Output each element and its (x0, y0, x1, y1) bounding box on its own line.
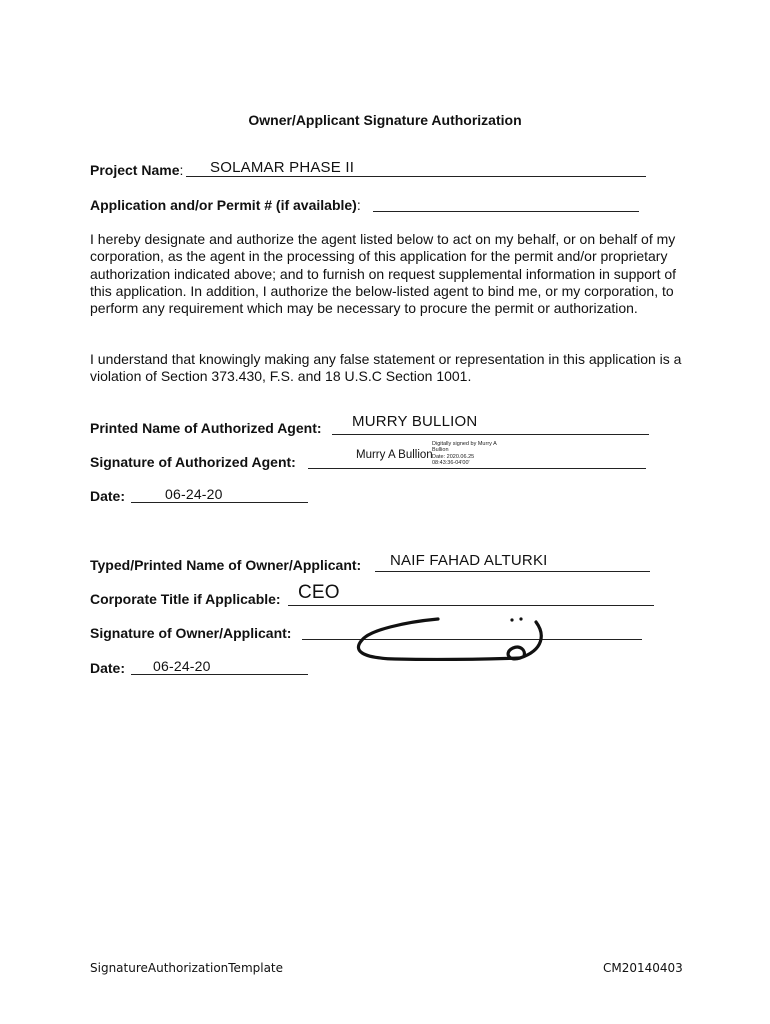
footer-form-code: CM20140403 (603, 961, 683, 975)
owner-printed-name-value[interactable]: NAIF FAHAD ALTURKI (390, 552, 548, 569)
document-title: Owner/Applicant Signature Authorization (248, 112, 522, 128)
digital-signature-details (432, 441, 512, 467)
owner-handwritten-signature[interactable] (350, 608, 550, 670)
owner-printed-name-label: Typed/Printed Name of Owner/Applicant: (90, 557, 362, 573)
owner-date-value[interactable]: 06-24-20 (153, 658, 211, 674)
application-permit-underline (373, 211, 639, 212)
corporate-title-label: Corporate Title if Applicable: (90, 591, 281, 607)
owner-signature-label: Signature of Owner/Applicant: (90, 625, 292, 641)
digital-signature-line-3: Date: 2020.06.25 (432, 453, 475, 460)
digital-signature-name: Murry A Bullion (356, 449, 433, 461)
agent-signature-label: Signature of Authorized Agent: (90, 454, 296, 470)
agent-printed-name-label: Printed Name of Authorized Agent: (90, 420, 322, 436)
application-permit-label (90, 197, 361, 213)
agent-printed-name-value[interactable]: MURRY BULLION (352, 413, 478, 430)
project-name-value[interactable]: SOLAMAR PHASE II (210, 159, 355, 176)
agent-printed-name-underline (332, 434, 649, 435)
project-name-label (90, 162, 183, 178)
agent-signature-underline (308, 468, 646, 469)
application-permit-label-text: Application and/or Permit # (if available) (90, 197, 357, 213)
digital-signature-line-4: 08:43:36-04'00' (432, 460, 470, 467)
project-name-colon: : (179, 162, 184, 178)
owner-printed-name-underline (375, 571, 650, 572)
owner-date-underline (131, 674, 308, 675)
corporate-title-underline (288, 605, 654, 606)
digital-signature-line-1: Digitally signed by Murry A (432, 441, 497, 447)
authorization-paragraph: I hereby designate and authorize the agent listed below to act on my behalf, or on behalf of my corporation, as the agent in the processing of this application for the permit and/or proprietary authorization indicated above; and to furnish on request supplemental information in support of this application. In addition, I authorize the below-listed agent to bind me, or my corporation, to perform any requirement which may be necessary to procure the permit or authorization. (90, 231, 677, 317)
corporate-title-value[interactable]: CEO (298, 582, 340, 603)
project-name-label-text: Project Name (90, 162, 180, 178)
project-name-underline (186, 176, 646, 177)
owner-date-label: Date: (90, 660, 126, 676)
agent-date-label: Date: (90, 488, 126, 504)
application-permit-colon: : (356, 197, 361, 213)
agent-date-value[interactable]: 06-24-20 (165, 486, 223, 502)
agent-date-underline (131, 502, 308, 503)
false-statement-paragraph: I understand that knowingly making any false statement or representation in this application is a violation of Section 373.430, F.S. and 18 U.S.C Section 1001. (90, 351, 682, 385)
digital-signature-line-2: Bullion (432, 447, 449, 454)
footer-template-name: SignatureAuthorizationTemplate (90, 961, 284, 975)
